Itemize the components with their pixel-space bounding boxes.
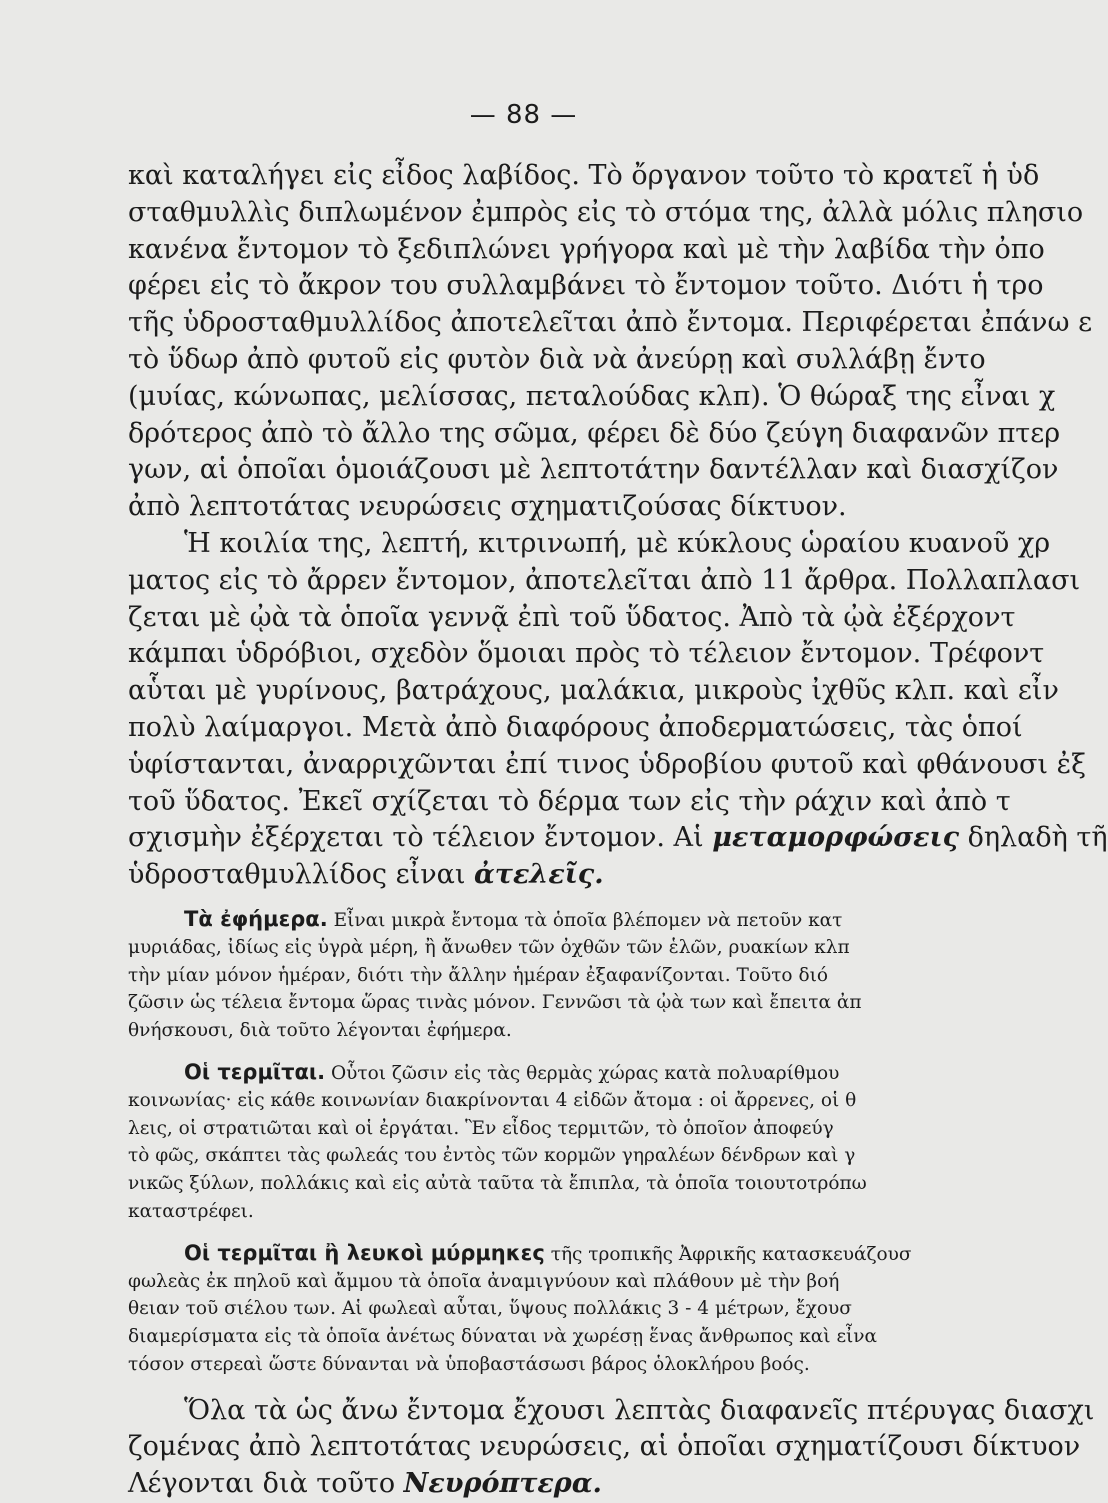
section-heading-mayflies: Τὰ ἐφήμερα. [184, 906, 328, 931]
text-line: ζῶσιν ὡς τέλεια ἔντομα ὥρας τινὰς μόνον. Γεννῶσι τὰ ᾠὰ των καὶ ἔπειτα ἀπ [128, 992, 862, 1014]
text-run: σχισμὴν ἐξέρχεται τὸ τέλειον ἔντομον. Αἱ [128, 822, 704, 854]
text-line: φέρει εἰς τὸ ἄκρον του συλλαμβάνει τὸ ἔντομον τοῦτο. Διότι ἡ τρο [128, 270, 1044, 302]
text-run: τῆς τροπικῆς Ἀφρικῆς κατασκευάζουσ [544, 1243, 912, 1265]
page-text [128, 158, 1108, 1503]
text-line [128, 1240, 1047, 1268]
text-line: ἀπὸ λεπτοτάτας νευρώσεις σχηματιζούσας δίκτυον. [128, 491, 847, 523]
text-line: Ἡ κοιλία της, λεπτή, κιτρινωπή, μὲ κύκλους ὡραίου κυανοῦ χρ [184, 527, 1051, 559]
text-line: θειαν τοῦ σιέλου των. Αἱ φωλεαὶ αὗται, ὕψους πολλάκις 3 - 4 μέτρων, ἔχουσ [128, 1298, 852, 1320]
text-line [128, 820, 1108, 857]
text-run: ὑδροσταθμυλλίδος εἶναι [128, 859, 475, 891]
text-line: δρότερος ἀπὸ τὸ ἄλλο της σῶμα, φέρει δὲ δύο ζεύγη διαφανῶν πτερ [128, 417, 1061, 449]
text-line: τόσον στερεαὶ ὥστε δύνανται νὰ ὑποβαστάσωσι βάρος ὁλοκλήρου βοός. [128, 1353, 810, 1375]
text-line: (μυίας, κώνωπας, μελίσσας, πεταλούδας κλπ). Ὁ θώραξ της εἶναι χ [128, 380, 1056, 412]
emphasis-incomplete: ἀτελεῖς. [474, 859, 604, 891]
text-line: ὑφίστανται, ἀναρριχῶνται ἐπί τινος ὑδροβίου φυτοῦ καὶ φθάνουσι ἐξ [128, 748, 1086, 780]
text-line [128, 1466, 1047, 1503]
emphasis-neuroptera: Νευρόπτερα. [403, 1468, 602, 1500]
text-line: κανένα ἔντομον τὸ ξεδιπλώνει γρήγορα καὶ μὲ τὴν λαβίδα τὴν ὀπο [128, 233, 1045, 265]
section-termites [128, 1059, 1047, 1226]
text-line: τῆς ὑδροσταθμυλλίδος ἀποτελεῖται ἀπὸ ἔντομα. Περιφέρεται ἐπάνω ε [128, 307, 1093, 339]
text-line: πολὺ λαίμαργοι. Μετὰ ἀπὸ διαφόρους ἀποδερματώσεις, τὰς ὁποί [128, 711, 1023, 743]
text-line: σταθμυλλὶς διπλωμένον ἐμπρὸς εἰς τὸ στόμα της, ἀλλὰ μόλις πλησιο [128, 196, 1084, 228]
paragraph-water-strider-2 [128, 526, 1108, 894]
text-line: τὴν μίαν μόνον ἡμέραν, διότι τὴν ἄλλην ἡμέραν ἐξαφανίζονται. Τοῦτο διό [128, 964, 828, 986]
text-line: αὗται μὲ γυρίνους, βατράχους, μαλάκια, μικροὺς ἰχθῦς κλπ. καὶ εἶν [128, 675, 1059, 707]
text-line [128, 906, 1047, 934]
text-line: διαμερίσματα εἰς τὰ ὁποῖα ἀνέτως δύναται νὰ χωρέσῃ ἕνας ἄνθρωπος καὶ εἶνα [128, 1326, 878, 1348]
text-line: τὸ ὕδωρ ἀπὸ φυτοῦ εἰς φυτὸν διὰ νὰ ἀνεύρῃ καὶ συλλάβῃ ἔντο [128, 343, 986, 375]
section-heading-white-ants: Οἱ τερμῖται ἢ λευκοὶ μύρμηκες [184, 1240, 545, 1265]
text-line: γων, αἱ ὁποῖαι ὁμοιάζουσι μὲ λεπτοτάτην δαντέλλαν καὶ διασχίζον [128, 454, 1059, 486]
section-mayflies [128, 906, 1047, 1045]
emphasis-metamorphoses: μεταμορφώσεις [712, 822, 960, 854]
text-line: ζομένας ἀπὸ λεπτοτάτας νευρώσεις, αἱ ὁποῖαι σχηματίζουσι δίκτυον [128, 1431, 1081, 1463]
text-run: Οὗτοι ζῶσιν εἰς τὰς θερμὰς χώρας κατὰ πολυαρίθμου [325, 1062, 840, 1084]
text-line [128, 1059, 1047, 1087]
text-line: ματος εἰς τὸ ἄρρεν ἔντομον, ἀποτελεῖται ἀπὸ 11 ἄρθρα. Πολλαπλασι [128, 564, 1081, 596]
text-line: κάμπαι ὑδρόβιοι, σχεδὸν ὅμοιαι πρὸς τὸ τέλειον ἔντομον. Τρέφοντ [128, 638, 1045, 670]
text-line: φωλεὰς ἐκ πηλοῦ καὶ ἄμμου τὰ ὁποῖα ἀναμιγνύουν καὶ πλάθουν μὲ τὴν βοή [128, 1270, 840, 1292]
text-line: νικῶς ξύλων, πολλάκις καὶ εἰς αὐτὰ ταῦτα τὰ ἔπιπλα, τὰ ὁποῖα τοιουτοτρόπω [128, 1173, 867, 1195]
text-run: Λέγονται διὰ τοῦτο [128, 1468, 404, 1500]
text-line: καταστρέφει. [128, 1200, 254, 1222]
paragraph-water-strider-1 [128, 158, 1093, 526]
text-line: Ὅλα τὰ ὡς ἄνω ἔντομα ἔχουσι λεπτὰς διαφανεῖς πτέρυγας διασχι [184, 1394, 1095, 1426]
page-number: — 88 — [469, 100, 578, 130]
section-white-ants [128, 1240, 1047, 1379]
text-line: τὸ φῶς, σκάπτει τὰς φωλεάς του ἐντὸς τῶν κορμῶν γηραλέων δένδρων καὶ γ [128, 1145, 856, 1167]
text-line: καὶ καταλήγει εἰς εἶδος λαβίδος. Τὸ ὄργανον τοῦτο τὸ κρατεῖ ἡ ὑδ [128, 160, 1040, 191]
text-line: ζεται μὲ ᾠὰ τὰ ὁποῖα γεννᾷ ἐπὶ τοῦ ὕδατος. Ἀπὸ τὰ ᾠὰ ἐξέρχοντ [128, 601, 1016, 633]
section-heading-termites: Οἱ τερμῖται. [184, 1059, 326, 1084]
paragraph-neuroptera [128, 1393, 1095, 1503]
text-run: δηλαδὴ τῆ [959, 822, 1108, 854]
text-line: θνήσκουσι, διὰ τοῦτο λέγονται ἐφήμερα. [128, 1020, 512, 1042]
text-line: τοῦ ὕδατος. Ἐκεῖ σχίζεται τὸ δέρμα των εἰς τὴν ράχιν καὶ ἀπὸ τ [128, 785, 1011, 817]
text-line [128, 857, 1047, 894]
text-line: κοινωνίας· εἰς κάθε κοινωνίαν διακρίνονται 4 εἰδῶν ἄτομα : οἱ ἄρρενες, οἱ θ [128, 1089, 857, 1111]
text-line: μυριάδας, ἰδίως εἰς ὑγρὰ μέρη, ἢ ἄνωθεν τῶν ὀχθῶν τῶν ἑλῶν, ρυακίων κλπ [128, 936, 850, 958]
text-line: λεις, οἱ στρατιῶται καὶ οἱ ἐργάται. Ἓν εἶδος τερμιτῶν, τὸ ὁποῖον ἀποφεύγ [128, 1117, 834, 1139]
text-run: Εἶναι μικρὰ ἔντομα τὰ ὁποῖα βλέπομεν νὰ πετοῦν κατ [327, 909, 843, 931]
